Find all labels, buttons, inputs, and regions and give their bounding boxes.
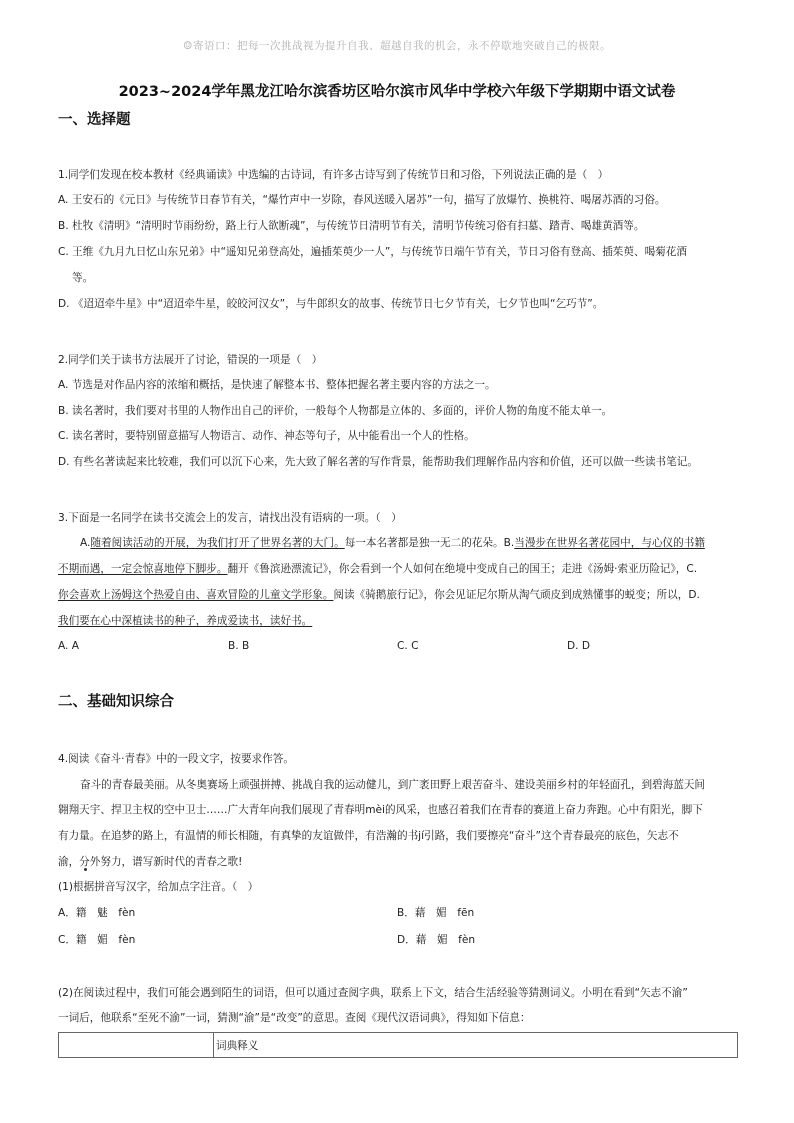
- question-4-sub-2-line-1: (2)在阅读过程中，我们可能会遇到陌生的词语，但可以通过查阅字典，联系上下文，结合生活经验等猜测词义。小明在看到“矢志不渝”: [58, 987, 688, 999]
- question-1-option-a: A. 王安石的《元日》与传统节日春节有关，“爆竹声中一岁除，春风送暖入屠苏”一句，描写了放爆竹、换桃符、喝屠苏酒的习俗。: [58, 194, 666, 206]
- table-cell: 词典释义: [214, 1033, 738, 1058]
- emphasis-dot: [84, 868, 87, 871]
- sub-1-option-b: B．藉 媚 fēn: [397, 907, 475, 919]
- question-1-option-c: C. 王维《九月九日忆山东兄弟》中“遥知兄弟登高处，遍插茱萸少一人”，与传统节日端午节有关，节日习俗有登高、插茱萸、喝菊花酒: [58, 246, 687, 258]
- sentence-d-underlined: 我们要在心中深植读书的种子，养成爱读书，读好书。: [58, 615, 313, 627]
- question-2-option-d: D. 有些名著读起来比较难，我们可以沉下心来，先大致了解名著的写作背景，能帮助我们理解作品内容和价值，还可以做一些读书笔记。: [58, 456, 698, 468]
- question-2-option-a: A. 节选是对作品内容的浓缩和概括，是快速了解整本书、整体把握名著主要内容的方法之一。: [58, 379, 496, 391]
- sub-1-option-c: C．籍 媚 fèn: [58, 934, 136, 946]
- question-4-stem: 4.阅读《奋斗·青春》中的一段文字，按要求作答。: [58, 753, 294, 765]
- table-row: [59, 1033, 738, 1058]
- question-4-passage-line-2: 翱翔天宇、捍卫主权的空中卫士……广大青年向我们展现了青春明mèi的风采，也感召着我们在青春的赛道上奋力奔跑。心中有阳光，脚下: [58, 804, 703, 816]
- question-2-option-c: C. 读名著时，要特别留意描写人物语言、动作、神态等句子，从中能看出一个人的性格。: [58, 430, 475, 442]
- section-heading-choice: 一、选择题: [58, 111, 131, 128]
- question-3-passage-line-1: [80, 536, 770, 550]
- dictionary-table: [58, 1032, 738, 1058]
- question-4-passage-line-3: 有力量。在追梦的路上，有温情的师长相随，有真挚的友谊做伴，有浩瀚的书jí引路，我们要擦亮“奋斗”这个青春最亮的底色，矢志不: [58, 830, 679, 842]
- passage-text: 阅读《骑鹅旅行记》，你会见证尼尔斯从淘气顽皮到成熟懂事的蜕变；所以，D.: [333, 589, 700, 601]
- question-4-passage-line-4: 渝，分外努力，谱写新时代的青春之歌!: [58, 856, 243, 868]
- question-1-stem: 1.同学们发现在校本教材《经典诵读》中选编的古诗词，有许多古诗写到了传统节日和习俗，下列说法正确的是（ ）: [58, 169, 609, 181]
- table-cell: [59, 1033, 214, 1058]
- question-3-stem: 3.下面是一名同学在读书交流会上的发言，请找出没有语病的一项。（ ）: [58, 512, 402, 524]
- passage-text: 每一本名著都是独一无二的花朵。B.: [344, 537, 515, 549]
- question-4-passage-line-1: 奋斗的青春最美丽。从冬奥赛场上顽强拼搏、挑战自我的运动健儿，到广袤田野上艰苦奋斗、建设美丽乡村的年轻面孔，到碧海蓝天间: [80, 779, 706, 791]
- question-1-option-d: D. 《迢迢牵牛星》中“迢迢牵牛星，皎皎河汉女”，与牛郎织女的故事、传统节日七夕节有关，七夕节也叫“乞巧节”。: [58, 298, 604, 310]
- sub-1-option-d: D．藉 媚 fèn: [397, 934, 476, 946]
- question-3-passage-line-3: [58, 588, 748, 602]
- question-4-sub-1-stem: (1)根据拼音写汉字，给加点字注音。（ ）: [58, 881, 259, 893]
- question-4-sub-2-line-2: 一词后，他联系“至死不渝”一词，猜测“渝”是“改变”的意思。查阅《现代汉语词典》，得知如下信息：: [58, 1012, 531, 1024]
- question-3-passage-line-2: [58, 562, 748, 576]
- passage-text: 翻开《鲁滨逊漂流记》，你会看到一个人如何在绝境中变成自己的国王；走进《汤姆·索亚历险记》，C.: [227, 563, 698, 575]
- question-2-stem: 2.同学们关于读书方法展开了讨论，错误的一项是（ ）: [58, 354, 323, 366]
- sentence-b-underlined-cont: 不期而遇，一定会惊喜地停下脚步。: [58, 563, 228, 575]
- passage-label-a: A.: [80, 537, 91, 549]
- question-2-option-b: B. 读名著时，我们要对书里的人物作出自己的评价，一般每个人物都是立体的、多面的，评价人物的角度不能太单一。: [58, 405, 613, 417]
- sentence-c-underlined: 你会喜欢上汤姆这个热爱自由、喜欢冒险的儿童文学形象。: [58, 589, 334, 601]
- sentence-a-underlined: 随着阅读活动的开展，为我们打开了世界名著的大门。: [90, 537, 345, 549]
- exam-title: 2023~2024学年黑龙江哈尔滨香坊区哈尔滨市风华中学校六年级下学期期中语文试卷: [118, 84, 676, 100]
- question-1-option-c-cont: 等。: [72, 272, 94, 284]
- header-motto: ☺寄语口：把每一次挑战视为提升自我、超越自我的机会，永不停歇地突破自己的极限。: [183, 40, 611, 52]
- question-1-option-b: B. 杜牧《清明》“清明时节雨纷纷，路上行人欲断魂”，与传统节日清明节有关，清明节传统习俗有扫墓、踏青、喝雄黄酒等。: [58, 220, 645, 232]
- question-3-option-d: D. D: [567, 640, 591, 652]
- question-3-passage-line-4: [58, 614, 748, 628]
- sub-1-option-a: A．籍 魅 fèn: [58, 907, 136, 919]
- question-3-option-c: C. C: [397, 640, 419, 652]
- question-3-option-a: A. A: [58, 640, 80, 652]
- question-3-option-b: B. B: [228, 640, 250, 652]
- section-heading-basics: 二、基础知识综合: [58, 693, 174, 710]
- sentence-b-underlined: 当漫步在世界名著花园中，与心仪的书籍: [514, 537, 705, 549]
